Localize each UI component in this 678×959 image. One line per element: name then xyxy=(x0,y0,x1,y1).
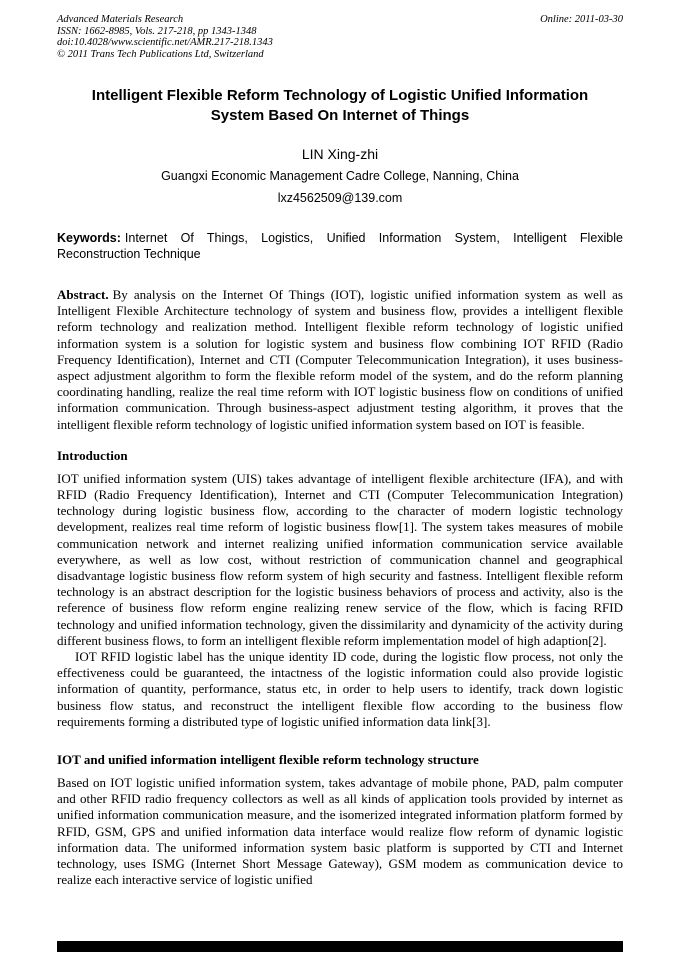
abstract-block xyxy=(57,287,623,433)
journal-name: Advanced Materials Research xyxy=(57,14,184,25)
author-affiliation: Guangxi Economic Management Cadre College, Nanning, China xyxy=(161,169,519,183)
copyright-line: © 2011 Trans Tech Publications Ltd, Switzerland xyxy=(57,48,264,60)
author-name: LIN Xing-zhi xyxy=(301,146,379,162)
issn-line: ISSN: 1662-8985, Vols. 217-218, pp 1343-1348 xyxy=(57,25,257,37)
keywords-text: Internet Of Things, Logistics, Unified Information System, Intelligent Flexible Reconstruction Technique xyxy=(57,231,623,261)
paragraph-introduction-1: IOT unified information system (UIS) takes advantage of intelligent flexible architecture (IFA), and with RFID (Radio Frequency Identification), Internet and CTI (Computer Telecommunication Integration) technology during logistic business flow, according to the character of modern logistic technology development, realizes real time reform of logistic business flow[1]. The system takes measures of mobile communication network and internet realizing unified information communication service available everywhere, as well as low cost, without restriction of communication channel and geographical disadvantage logistic business flow reform system of high security and fastness. Intelligent flexible reform technology is an abstract description for the logistic business behaviors of process and activity, also is the reference of business flow reform engine realizing renew service of the flow, which is facing RFID technology and unified information technology, given the dissimilarity and dynamicity of the activity during different business flows, to form an intelligent flexible reform implementation model of high adaption[2]. xyxy=(57,470,623,648)
bottom-scan-bar xyxy=(57,941,623,952)
keywords-label: Keywords: xyxy=(57,231,121,245)
doi-line: doi:10.4028/www.scientific.net/AMR.217-218.1343 xyxy=(57,37,273,48)
paper-title: Intelligent Flexible Reform Technology of Logistic Unified Information System Based On Internet of Things xyxy=(91,87,589,124)
paragraph-introduction-2: IOT RFID logistic label has the unique identity ID code, during the logistic flow process, not only the effectiveness could be guaranteed, the intactness of the logistic information could also provide logistic information of quantity, performance, status etc, in order to help users to identify, track down logistic business flow status, and reconstruct the intelligent flexible flow according to the business flow requirements forming a distributed type of logistic unified information data link[3]. xyxy=(57,649,623,729)
author-email: lxz4562509@139.com xyxy=(277,191,403,205)
journal-header xyxy=(57,14,623,60)
section-heading-introduction: Introduction xyxy=(57,447,128,463)
abstract-text: By analysis on the Internet Of Things (IOT), logistic unified information system as well as Intelligent Flexible Architecture technology of system and business flow, provides a intelligent flexible reform technology and realization method. Intelligent flexible reform technology of logistic unified information system is a solution for logistic system and business flow combining IOT RFID (Radio Frequency Identification), Internet and CTI (Computer Telecommunication Integration), it uses business-aspect adjustment algorithm to form the flexible reform model of the system, and do the reform planning coordinating handling, realize the real time reform with IOT logistic business flow on conditions of unified information communication. Through business-aspect adjustment testing algorithm, it proves that the intelligent flexible reform technology of logistic unified information system based on IOT is feasible. xyxy=(57,287,623,432)
section-heading-structure: IOT and unified information intelligent flexible reform technology structure xyxy=(57,752,479,768)
online-date: Online: 2011-03-30 xyxy=(540,14,623,25)
paragraph-structure-1: Based on IOT logistic unified information system, takes advantage of mobile phone, PAD, palm computer and other RFID radio frequency collectors as well as all kinds of application tools provided by internet as unified information communication measure, and the isomerized integrated information platform formed by RFID, GSM, GPS and unified information data interface would realize flow reform of dynamic logistic information data. The uniformed information system basic platform is supported by CTI and Internet technology, uses ISMG (Internet Short Message Gateway), GSM modem as communication device to realize each interactive service of logistic unified xyxy=(57,775,623,888)
abstract-label: Abstract. xyxy=(57,287,109,302)
keywords-block xyxy=(57,231,623,262)
